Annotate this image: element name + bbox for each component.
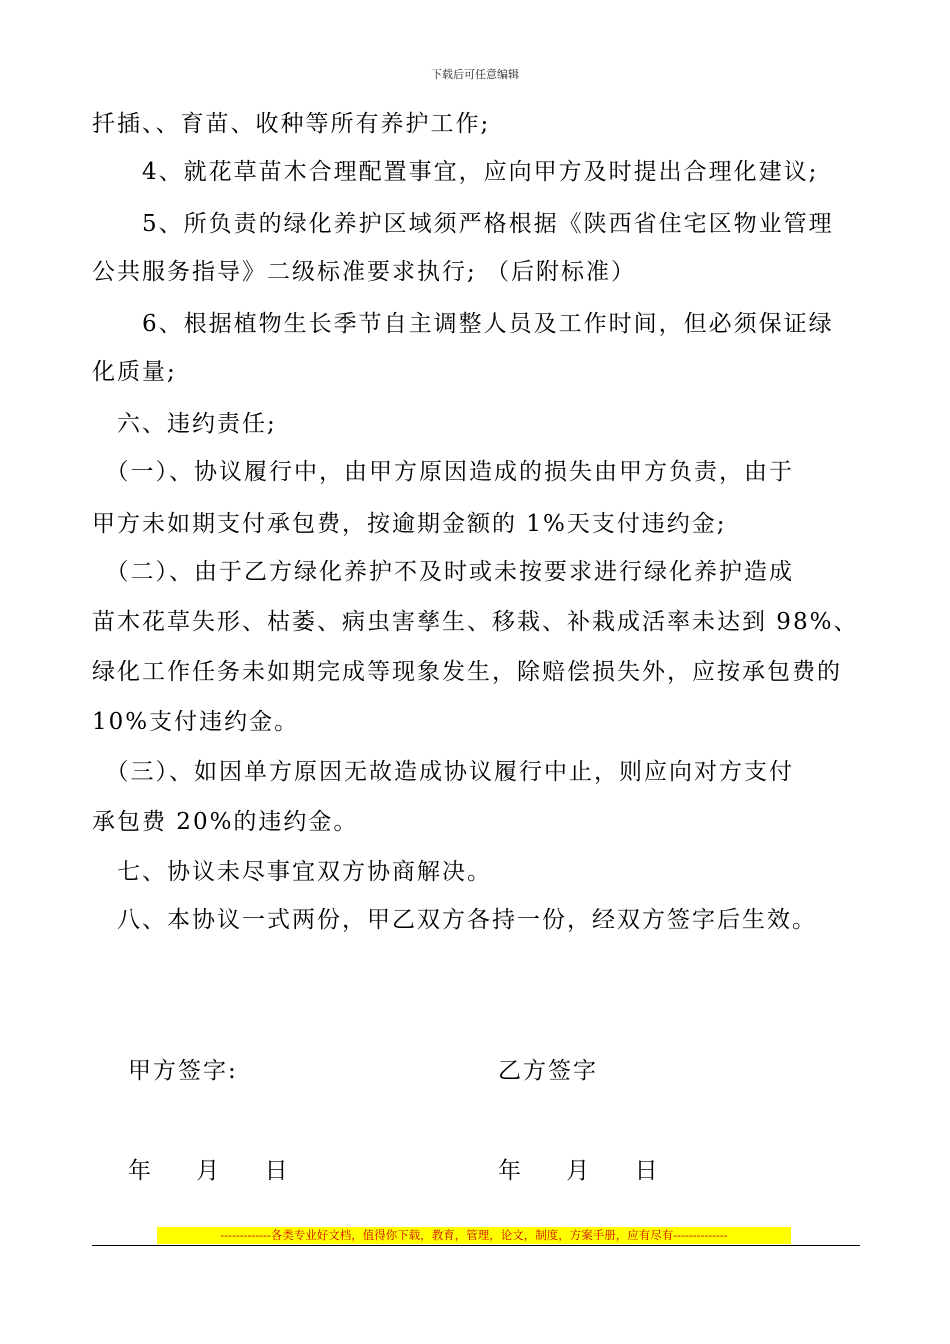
body-line: （三）、如因单方原因无故造成协议履行中止，则应向对方支付 (92, 759, 794, 785)
body-line: 10%支付违约金。 (92, 709, 300, 735)
body-line: 6、根据植物生长季节自主调整人员及工作时间，但必须保证绿 (92, 311, 834, 337)
party-a-date: 年 月 日 (128, 1158, 288, 1184)
section-heading: 六、违约责任; (92, 411, 277, 437)
footer-banner: -------------各类专业好文档，值得你下载，教育，管理，论文，制度，方案手册，应有尽有-------------- (157, 1227, 791, 1244)
party-a-signature-label: 甲方签字: (128, 1058, 238, 1084)
body-line: 绿化工作任务未如期完成等现象发生，除赔偿损失外，应按承包费的 (92, 659, 842, 685)
body-line: 公共服务指导》二级标准要求执行; （后附标准） (92, 259, 637, 285)
body-line: 苗木花草失形、枯萎、病虫害孳生、移栽、补栽成活率未达到 98%、 (92, 609, 859, 635)
body-line: 4、就花草苗木合理配置事宜，应向甲方及时提出合理化建议; (92, 159, 819, 185)
party-b-signature-label: 乙方签字 (498, 1058, 598, 1084)
section-heading: 八、本协议一式两份，甲乙双方各持一份，经双方签字后生效。 (92, 907, 817, 933)
body-line: 扦插、、育苗、收种等所有养护工作; (92, 111, 491, 137)
body-line: 甲方未如期支付承包费，按逾期金额的 1%天支付违约金; (92, 511, 727, 537)
footer-divider (92, 1245, 860, 1246)
body-line: （二）、由于乙方绿化养护不及时或未按要求进行绿化养护造成 (92, 559, 794, 585)
section-heading: 七、协议未尽事宜双方协商解决。 (92, 859, 492, 885)
body-line: 5、所负责的绿化养护区域须严格根据《陕西省住宅区物业管理 (92, 211, 834, 237)
party-b-date: 年 月 日 (498, 1158, 658, 1184)
header-note: 下载后可任意编辑 (431, 68, 519, 81)
body-line: 承包费 20%的违约金。 (92, 809, 359, 835)
body-line: 化质量; (92, 359, 177, 385)
body-line: （一）、协议履行中，由甲方原因造成的损失由甲方负责，由于 (92, 459, 794, 485)
